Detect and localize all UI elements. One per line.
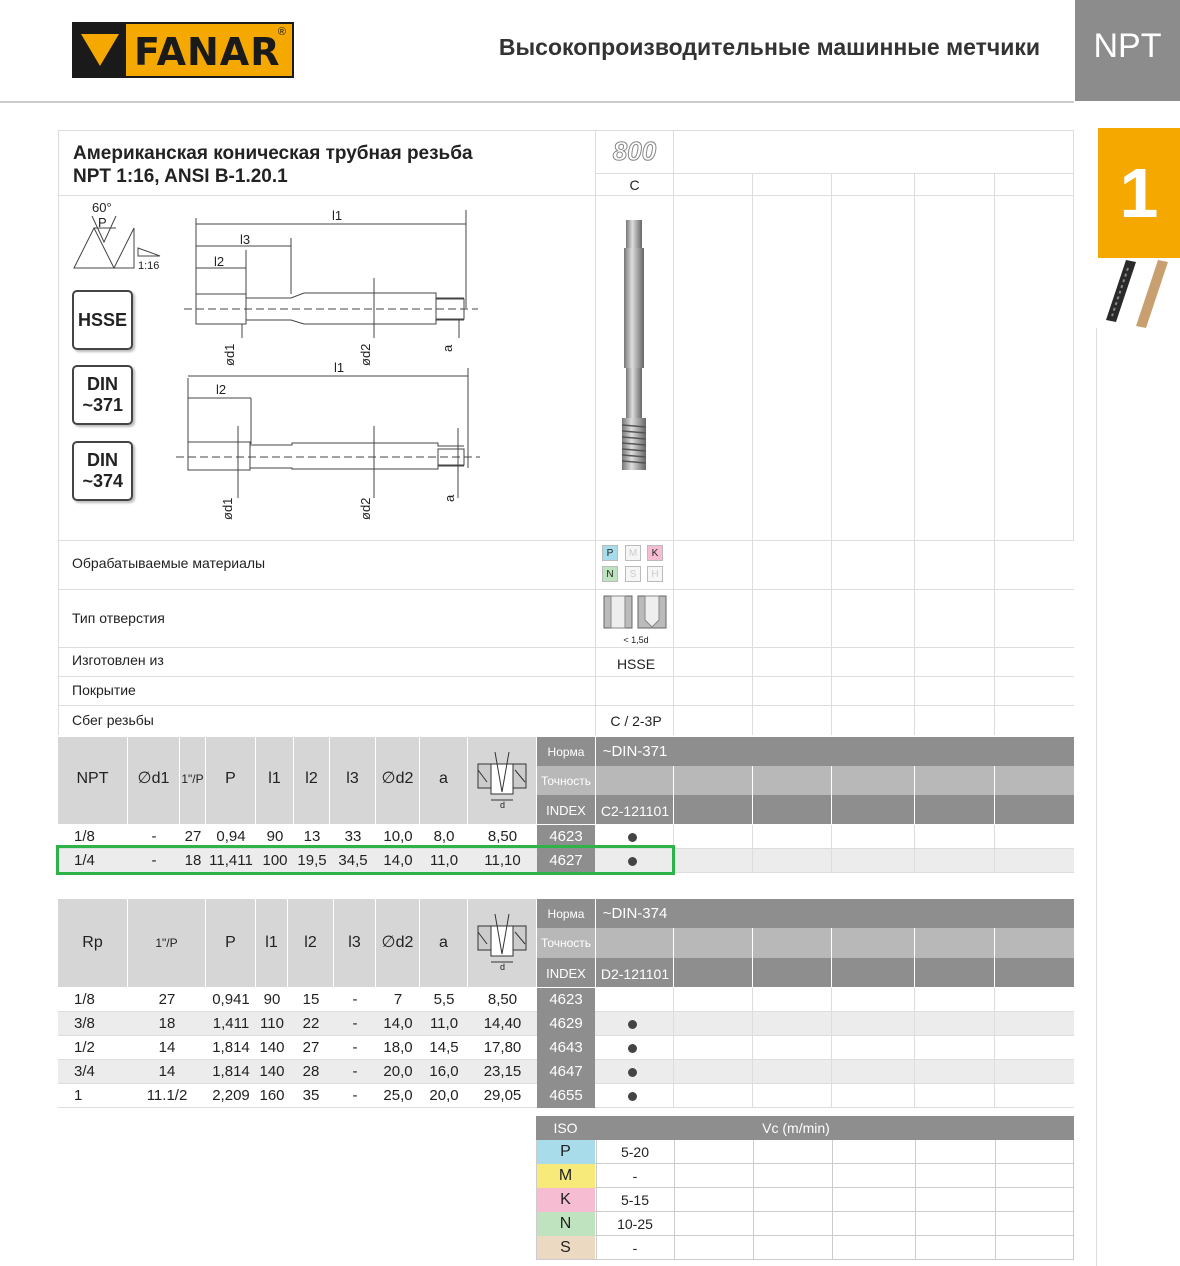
table2-row[interactable]: [58, 1084, 1074, 1108]
table2-cell: 28: [302, 1063, 320, 1080]
material-h-badge: H: [647, 566, 663, 582]
table2-cell: 8,50: [487, 991, 518, 1008]
chapter-tab[interactable]: 1: [1098, 128, 1180, 258]
table2-cell: 11.1/2: [146, 1087, 188, 1104]
svg-text:ød1: ød1: [222, 343, 237, 366]
tap-photo-icon: [614, 215, 654, 475]
material-p-badge: P: [602, 545, 618, 561]
vc-iso-label: ISO: [553, 1120, 578, 1136]
table1-cell: -: [151, 852, 157, 869]
table1-header-0: NPT: [58, 737, 128, 824]
vc-label: Vc (m/min): [762, 1120, 830, 1136]
table2-cell: 18,0: [383, 1039, 413, 1056]
material-k-badge: K: [647, 545, 663, 561]
table2-header-3: l1: [256, 899, 288, 987]
svg-text:ød2: ød2: [358, 343, 373, 366]
in-stock-dot-icon: [628, 1068, 637, 1077]
taps-photo-icon: [1098, 258, 1180, 330]
table2-cell: 22: [302, 1015, 320, 1032]
table1-cell: 11,0: [429, 852, 459, 869]
table2-cell: 18: [158, 1015, 176, 1032]
made-of-label: Изготовлен из: [72, 652, 164, 668]
coating-label: Покрытие: [72, 682, 136, 698]
svg-text:l1: l1: [334, 360, 345, 375]
hole-type-icon: [602, 594, 668, 636]
table2-index-cell: 4629: [537, 1012, 595, 1036]
table1-index-label: INDEX: [546, 803, 586, 818]
table1-tochnost-label: Точность: [540, 774, 592, 788]
table1-cell: 8,50: [487, 828, 518, 845]
table2-cell: 27: [158, 991, 176, 1008]
table1-header-6: l3: [330, 737, 376, 824]
chamfer-label: Сбег резьбы: [72, 712, 154, 728]
in-stock-dot-icon: [628, 1044, 637, 1053]
table1-cell: 11,411: [209, 852, 253, 869]
table2-cell: 14,40: [483, 1015, 522, 1032]
svg-text:d: d: [500, 962, 506, 970]
stamp-din-374: DIN ~374: [72, 441, 133, 501]
stamp-hsse: HSSE: [72, 290, 133, 350]
table2-norma-label: Норма: [547, 907, 585, 921]
table2-cell: 23,15: [483, 1063, 522, 1080]
table2-cell: 3/8: [74, 1015, 95, 1032]
series-number: 800: [612, 136, 657, 166]
table2-cell: 160: [259, 1087, 285, 1104]
table1-cell: 33: [344, 828, 362, 845]
table1-cell: 0,94: [216, 828, 246, 845]
table1-cell: 8,0: [433, 828, 455, 845]
product-title-line1: Американская коническая трубная резьба: [73, 143, 473, 164]
table2-index-cell: 4655: [537, 1084, 595, 1108]
table2-index-label: INDEX: [546, 966, 586, 981]
stamp-din-371: DIN ~371: [72, 365, 133, 425]
hole-depth-label: < 1,5d: [623, 635, 649, 645]
svg-text:60°: 60°: [92, 200, 112, 215]
svg-text:d: d: [500, 800, 506, 808]
table2-cell: 90: [263, 991, 281, 1008]
table1-cell: 1/4: [74, 852, 95, 869]
table2-cell: 3/4: [74, 1063, 95, 1080]
table2-cell: 16,0: [429, 1063, 459, 1080]
table2-index-cell: 4623: [537, 988, 595, 1012]
in-stock-dot-icon: [628, 833, 637, 842]
table2-header-1: 1"/P: [128, 899, 206, 987]
table2-row[interactable]: [58, 988, 1074, 1012]
table1-cell: 90: [266, 828, 284, 845]
table1-header-7: ∅d2: [376, 737, 420, 824]
table2-cell: 1/2: [74, 1039, 95, 1056]
table1-header-2: 1"/P: [180, 737, 206, 824]
table2-cell: 110: [260, 1015, 284, 1032]
table2-row[interactable]: [58, 1060, 1074, 1084]
table1-cell: 1/8: [74, 828, 95, 845]
table2-header-4: l2: [288, 899, 334, 987]
table2-cell: -: [352, 1063, 358, 1080]
table2-index-value: D2-121101: [600, 966, 670, 982]
svg-text:1:16: 1:16: [138, 260, 160, 272]
table2-cell: 0,941: [212, 991, 250, 1008]
table1-cell: 11,10: [484, 852, 521, 869]
page-title: Высокопроизводительные машинные метчики: [498, 34, 1040, 60]
table2-cell: -: [352, 1087, 358, 1104]
table2-header-0: Rp: [58, 899, 128, 987]
table1-cell: -: [151, 828, 157, 845]
table1-index-value: C2-121101: [600, 803, 670, 819]
table2-cell: 14,5: [429, 1039, 459, 1056]
table1-norma-value: ~DIN-371: [602, 743, 668, 760]
materials-label: Обрабатываемые материалы: [72, 555, 266, 571]
table2-header-5: l3: [334, 899, 376, 987]
material-n-badge: N: [602, 566, 618, 582]
table1-cell: 13: [303, 828, 321, 845]
table2-cell: 1,814: [212, 1039, 250, 1056]
header-divider: [0, 101, 1074, 103]
table1-cell: 34,5: [338, 852, 368, 869]
svg-text:P: P: [98, 215, 107, 230]
table2-cell: 27: [302, 1039, 320, 1056]
table2-cell: 25,0: [383, 1087, 413, 1104]
table2-cell: -: [352, 1039, 358, 1056]
table2-cell: 20,0: [429, 1087, 459, 1104]
svg-text:a: a: [442, 494, 457, 502]
table2-cell: 2,209: [212, 1087, 250, 1104]
table2-cell: 1/8: [74, 991, 95, 1008]
table2-cell: 15: [302, 991, 320, 1008]
table1-cell: 10,0: [383, 828, 413, 845]
table2-index-cell: 4643: [537, 1036, 595, 1060]
in-stock-dot-icon: [628, 1092, 637, 1101]
svg-text:l3: l3: [240, 232, 251, 247]
table2-row[interactable]: [58, 1012, 1074, 1036]
table2-cell: 35: [302, 1087, 320, 1104]
table2-cell: 1,411: [212, 1015, 250, 1032]
table2-cell: -: [352, 1015, 358, 1032]
in-stock-dot-icon: [628, 1020, 637, 1029]
table2-cell: 11,0: [429, 1015, 459, 1032]
table2-header-7: a: [420, 899, 468, 987]
material-m-badge: M: [625, 545, 641, 561]
highlight-box: [56, 845, 675, 875]
table1-index-cell: 4623: [537, 825, 595, 849]
svg-text:l1: l1: [332, 208, 343, 223]
table1-cell: 14,0: [383, 852, 413, 869]
table2-cell: 1,814: [212, 1063, 250, 1080]
table2-header-2: P: [206, 899, 256, 987]
table1-header-5: l2: [294, 737, 330, 824]
svg-text:l2: l2: [216, 382, 227, 397]
svg-text:l2: l2: [214, 254, 225, 269]
table2-cell: 1: [74, 1087, 83, 1104]
series-sub: C: [629, 177, 640, 193]
table1-cell: 18: [184, 852, 202, 869]
table1-cell: 100: [262, 852, 288, 869]
svg-text:a: a: [440, 344, 455, 352]
table2-index-cell: 4647: [537, 1060, 595, 1084]
table2-cell: 14: [158, 1039, 176, 1056]
table1-norma-label: Норма: [547, 745, 585, 759]
hole-type-label: Тип отверстия: [72, 610, 165, 626]
table1-cell: 27: [184, 828, 202, 845]
svg-text:ød1: ød1: [220, 497, 235, 520]
table1-cell: 19,5: [297, 852, 327, 869]
table2-cell: 29,05: [483, 1087, 522, 1104]
product-title: [73, 142, 473, 188]
table1-header-3: P: [206, 737, 256, 824]
table1-header-1: ∅d1: [128, 737, 180, 824]
blind-hole-icon: [475, 914, 529, 970]
fanar-logo: FANAR ®: [72, 22, 294, 78]
table1-header-4: l1: [256, 737, 294, 824]
table2-cell: 140: [259, 1063, 285, 1080]
table2-row[interactable]: [58, 1036, 1074, 1060]
made-of-value: HSSE: [616, 656, 656, 672]
table2-cell: 20,0: [383, 1063, 413, 1080]
product-title-line2: NPT 1:16, ANSI B-1.20.1: [73, 166, 288, 187]
table2-tochnost-label: Точность: [540, 936, 592, 950]
material-s-badge: S: [625, 566, 641, 582]
table2-cell: 17,80: [483, 1039, 522, 1056]
chamfer-value: C / 2-3P: [610, 713, 662, 729]
table2-cell: 14: [158, 1063, 176, 1080]
table2-norma-value: ~DIN-374: [602, 905, 668, 922]
table2-header-6: ∅d2: [376, 899, 420, 987]
section-tab-npt[interactable]: NPT: [1075, 0, 1180, 101]
table2-cell: 7: [393, 991, 403, 1008]
table2-cell: 5,5: [433, 991, 455, 1008]
table2-cell: 140: [259, 1039, 285, 1056]
table2-cell: 14,0: [383, 1015, 413, 1032]
table2-cell: -: [352, 991, 358, 1008]
blind-hole-icon: [475, 752, 529, 808]
table1-header-8: a: [420, 737, 468, 824]
table1-index-cell: 4627: [537, 849, 595, 873]
svg-text:ød2: ød2: [358, 497, 373, 520]
